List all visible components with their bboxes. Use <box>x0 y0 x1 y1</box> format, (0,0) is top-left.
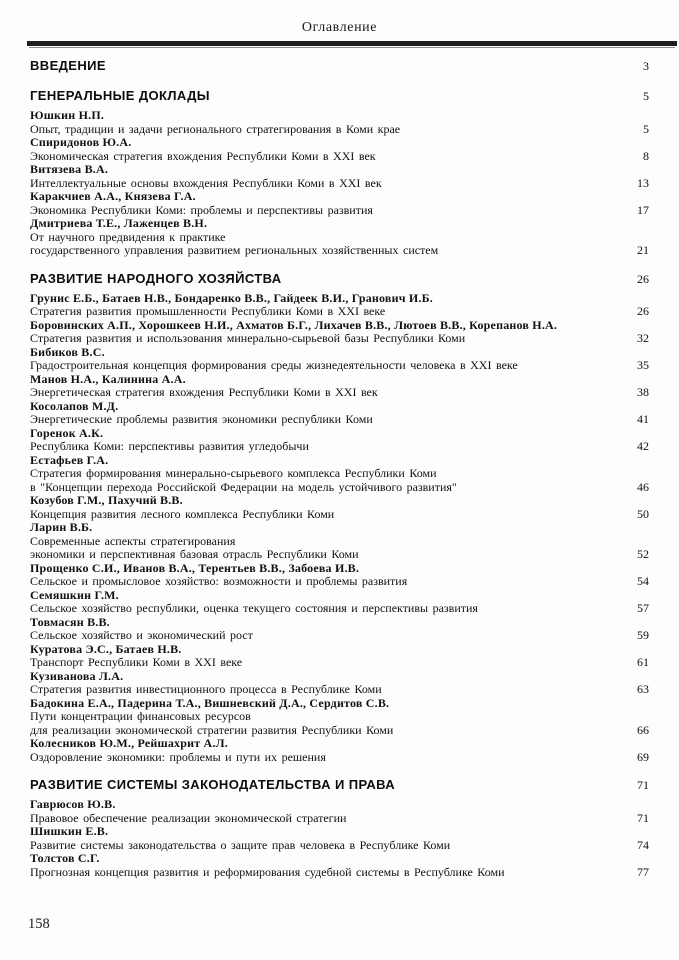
entry-title: Стратегия развития промышленности Республики Коми в XXI веке <box>30 304 386 318</box>
entry-page-number: 35 <box>637 358 649 372</box>
entry-title: Стратегия развития инвестиционного процесса в Республике Коми <box>30 682 382 696</box>
section-heading: РАЗВИТИЕ НАРОДНОГО ХОЗЯЙСТВА <box>30 270 282 286</box>
entry-title: Опыт, традиции и задачи регионального стратегирования в Коми крае <box>30 121 401 136</box>
entry-authors: Толстов С.Г. <box>30 851 100 865</box>
entry-title: Оздоровление экономики: проблемы и пути их решения <box>30 749 326 764</box>
entry-title: Сельское хозяйство и экономический рост <box>30 628 253 642</box>
entry-authors: Витязева В.А. <box>30 162 109 176</box>
entry-authors: Товмасян В.В. <box>30 614 110 629</box>
entry-page-number: 21 <box>637 243 649 257</box>
entry-title: Сельское и промысловое хозяйство: возможности и проблемы развития <box>30 574 408 588</box>
section-page-number: 3 <box>643 59 649 73</box>
entry-title: Сельское хозяйство республики, оценка текущего состояния и перспективы развития <box>30 601 478 615</box>
entry-authors: Куратова Э.С., Батаев Н.В. <box>30 641 182 656</box>
entry-page-number: 5 <box>643 121 649 136</box>
entry-title-line <box>30 244 649 258</box>
entry-title-line <box>30 535 649 549</box>
entry-page-number: 17 <box>637 202 649 217</box>
toc-section <box>30 776 649 879</box>
entry-page-number: 46 <box>637 479 649 494</box>
entry-title-line <box>30 866 649 880</box>
entry-title: Концепция развития лесного комплекса Республики Коми <box>30 506 335 521</box>
toc <box>0 46 679 879</box>
entry-page-number: 61 <box>637 655 649 669</box>
entry-page-number: 54 <box>637 574 649 588</box>
entry-title-line <box>30 683 649 697</box>
entry-title-line <box>30 548 649 562</box>
entry-page-number: 32 <box>637 331 649 345</box>
entry-title: Современные аспекты стратегирования <box>30 533 236 548</box>
toc-section <box>30 270 649 765</box>
entry-title-line <box>30 359 649 373</box>
entry-title-line <box>30 508 649 522</box>
section-heading-row <box>30 270 649 288</box>
entry-title-line <box>30 656 649 670</box>
entry-title-line <box>30 751 649 765</box>
entry-title: в "Концепции перехода Российской Федерации на модель устойчивого развития" <box>30 479 457 494</box>
running-head-title: Оглавление <box>301 20 378 35</box>
entry-title: Транспорт Республики Коми в XXI веке <box>30 655 243 669</box>
entry-title: Стратегия развития и использования минерально-сырьевой базы Республики Коми <box>30 331 466 345</box>
toc-section <box>30 57 649 75</box>
entry-authors: Каракчиев А.А., Князева Г.А. <box>30 189 196 203</box>
section-page-number: 5 <box>643 89 649 103</box>
section-heading: ГЕНЕРАЛЬНЫЕ ДОКЛАДЫ <box>30 88 210 103</box>
entry-title-line <box>30 710 649 724</box>
section-page-number: 26 <box>637 271 649 286</box>
section-heading: РАЗВИТИЕ СИСТЕМЫ ЗАКОНОДАТЕЛЬСТВА И ПРАВА <box>30 777 396 792</box>
entry-title: Развитие системы законодательства о защите прав человека в Республике Коми <box>30 837 451 852</box>
entry-authors: Боровинских А.П., Хорошкеев Н.И., Ахматов Б.Г., Лихачев В.В., Лютоев В.В., Корепанов Н.А. <box>30 317 558 332</box>
entry-page-number: 26 <box>637 304 649 318</box>
entry-title-line <box>30 812 649 826</box>
entry-title: Прогнозная концепция развития и реформирования судебной системы в Республике Коми <box>30 864 505 879</box>
entry-title-line <box>30 629 649 643</box>
entry-title-line <box>30 386 649 400</box>
entry-authors: Косолапов М.Д. <box>30 398 119 413</box>
entry-page-number: 57 <box>637 601 649 615</box>
entry-page-number: 59 <box>637 628 649 642</box>
section-heading-row <box>30 776 649 794</box>
section-page-number: 71 <box>637 778 649 792</box>
entry-page-number: 71 <box>637 810 649 825</box>
entry-authors: Прощенко С.И., Иванов В.А., Терентьев В.В., Забоева И.В. <box>30 560 360 575</box>
entry-page-number: 63 <box>637 682 649 696</box>
entry-authors: Естафьев Г.А. <box>30 452 109 467</box>
entry-page-number: 74 <box>637 837 649 852</box>
entry-page-number: 8 <box>643 148 649 163</box>
entry-page-number: 50 <box>637 506 649 521</box>
entry-title-line <box>30 575 649 589</box>
entry-title: Энергетическая стратегия вхождения Республики Коми в XXI век <box>30 385 378 399</box>
entry-title-line <box>30 467 649 481</box>
entry-title-line <box>30 231 649 245</box>
entry-authors: Кузиванова Л.А. <box>30 668 124 683</box>
entry-authors: Бибиков В.С. <box>30 344 105 359</box>
entry-authors: Гаврюсов Ю.В. <box>30 797 116 811</box>
entry-title: Республика Коми: перспективы развития угледобычи <box>30 439 309 453</box>
entry-title-line <box>30 177 649 191</box>
entry-title-line <box>30 839 649 853</box>
entry-title: Экономика Республики Коми: проблемы и перспективы развития <box>30 202 373 217</box>
toc-section <box>30 87 649 258</box>
entry-title: экономики и перспективная базовая отрасль Республики Коми <box>30 547 359 561</box>
entry-title-line <box>30 602 649 616</box>
entry-title-line <box>30 305 649 319</box>
entry-title: От научного предвидения к практике <box>30 229 226 244</box>
entry-title: Стратегия формирования минерально-сырьевого комплекса Республики Коми <box>30 466 437 480</box>
entry-title: Правовое обеспечение реализации экономической стратегии <box>30 810 347 825</box>
entry-title-line <box>30 481 649 495</box>
entry-page-number: 38 <box>637 385 649 399</box>
entry-page-number: 13 <box>637 175 649 190</box>
entry-page-number: 52 <box>637 547 649 561</box>
entry-page-number: 77 <box>637 864 649 879</box>
entry-authors: Ларин В.Б. <box>30 520 93 534</box>
entry-title: для реализации экономической стратегии развития Республики Коми <box>30 722 394 737</box>
entry-authors: Спиридонов Ю.А. <box>30 135 132 149</box>
entry-authors: Манов Н.А., Калинина А.А. <box>30 371 186 386</box>
entry-page-number: 69 <box>637 749 649 764</box>
entry-authors: Юшкин Н.П. <box>30 108 105 122</box>
section-heading-row <box>30 57 649 75</box>
entry-title: Экономическая стратегия вхождения Республики Коми в XXI век <box>30 148 376 163</box>
entry-authors: Грунис Е.Б., Батаев Н.В., Бондаренко В.В., Гайдеек В.И., Гранович И.Б. <box>30 290 433 305</box>
entry-title-line <box>30 440 649 454</box>
entry-title-line <box>30 724 649 738</box>
entry-title: государственного управления развитием региональных хозяйственных систем <box>30 243 439 257</box>
entry-authors: Козубов Г.М., Пахучий В.В. <box>30 493 183 507</box>
entry-title-line <box>30 204 649 218</box>
entry-title: Энергетические проблемы развития экономики республики Коми <box>30 412 373 426</box>
entry-authors: Дмитриева Т.Е., Лаженцев В.Н. <box>30 216 208 230</box>
entry-authors: Семяшкин Г.М. <box>30 587 119 602</box>
entry-page-number: 41 <box>637 412 649 426</box>
entry-page-number: 42 <box>637 439 649 453</box>
entry-title-line <box>30 413 649 427</box>
entry-page-number: 66 <box>637 722 649 737</box>
entry-title-line <box>30 332 649 346</box>
entry-authors: Бадокина Е.А., Падерина Т.А., Вишневский Д.А., Сердитов С.В. <box>30 695 390 710</box>
entry-authors: Шишкин Е.В. <box>30 824 109 838</box>
entry-title-line <box>30 150 649 164</box>
entry-title: Интеллектуальные основы вхождения Республики Коми в XXI век <box>30 175 382 190</box>
entry-title: Градостроительная концепция формирования среды жизнедеятельности человека в XXI веке <box>30 358 518 372</box>
folio-page-number: 158 <box>28 916 50 932</box>
section-heading-row <box>30 87 649 105</box>
entry-title-line <box>30 123 649 137</box>
entry-title: Пути концентрации финансовых ресурсов <box>30 709 251 723</box>
entry-authors: Колесников Ю.М., Рейшахрит А.Л. <box>30 736 228 750</box>
entry-authors: Горенок А.К. <box>30 425 104 440</box>
section-heading: ВВЕДЕНИЕ <box>30 58 106 73</box>
